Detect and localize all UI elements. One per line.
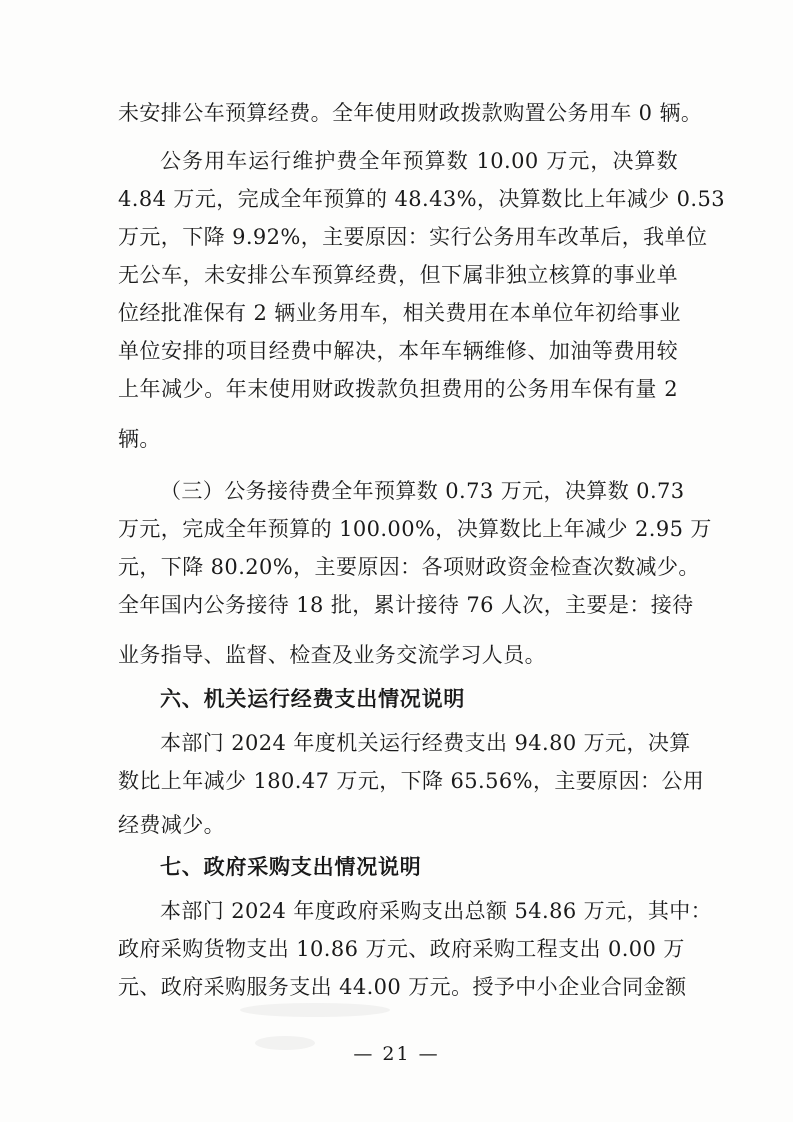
paragraph-line: 万元，完成全年预算的 100.00%，决算数比上年减少 2.95 万: [118, 517, 712, 541]
scan-smudge: [240, 1003, 390, 1017]
paragraph-line: 业务指导、监督、检查及业务交流学习人员。: [118, 643, 546, 667]
paragraph-line: 辆。: [118, 427, 161, 451]
paragraph-line: 元，下降 80.20%，主要原因：各项财政资金检查次数减少。: [118, 555, 700, 579]
paragraph-line: 本部门 2024 年度机关运行经费支出 94.80 万元，决算: [160, 731, 691, 755]
paragraph-line: （三）公务接待费全年预算数 0.73 万元，决算数 0.73: [160, 479, 685, 503]
paragraph-line: 单位安排的项目经费中解决，本年车辆维修、加油等费用较: [118, 339, 678, 363]
paragraph-line: 全年国内公务接待 18 批，累计接待 76 人次，主要是：接待: [118, 593, 694, 617]
paragraph-line: 未安排公车预算经费。全年使用财政拨款购置公务用车 0 辆。: [118, 101, 703, 125]
page-number: — 21 —: [353, 1043, 440, 1065]
paragraph-line: 万元，下降 9.92%，主要原因：实行公务用车改革后，我单位: [118, 225, 708, 249]
paragraph-line: 本部门 2024 年度政府采购支出总额 54.86 万元，其中：: [160, 899, 713, 923]
paragraph-line: 数比上年减少 180.47 万元，下降 65.56%，主要原因：公用: [118, 769, 705, 793]
paragraph-line: 经费减少。: [118, 813, 225, 837]
section-heading-7: 七、政府采购支出情况说明: [160, 855, 422, 879]
paragraph-line: 政府采购货物支出 10.86 万元、政府采购工程支出 0.00 万: [118, 937, 685, 961]
paragraph-line: 位经批准保有 2 辆业务用车，相关费用在本单位年初给事业: [118, 301, 681, 325]
paragraph-line: 上年减少。年末使用财政拨款负担费用的公务用车保有量 2: [118, 377, 678, 401]
paragraph-line: 公务用车运行维护费全年预算数 10.00 万元，决算数: [160, 149, 678, 173]
paragraph-line: 无公车，未安排公车预算经费，但下属非独立核算的事业单: [118, 263, 678, 287]
paragraph-line: 元、政府采购服务支出 44.00 万元。授予中小企业合同金额: [118, 975, 687, 999]
paragraph-line: 4.84 万元，完成全年预算的 48.43%，决算数比上年减少 0.53: [118, 187, 726, 211]
section-heading-6: 六、机关运行经费支出情况说明: [160, 687, 466, 711]
